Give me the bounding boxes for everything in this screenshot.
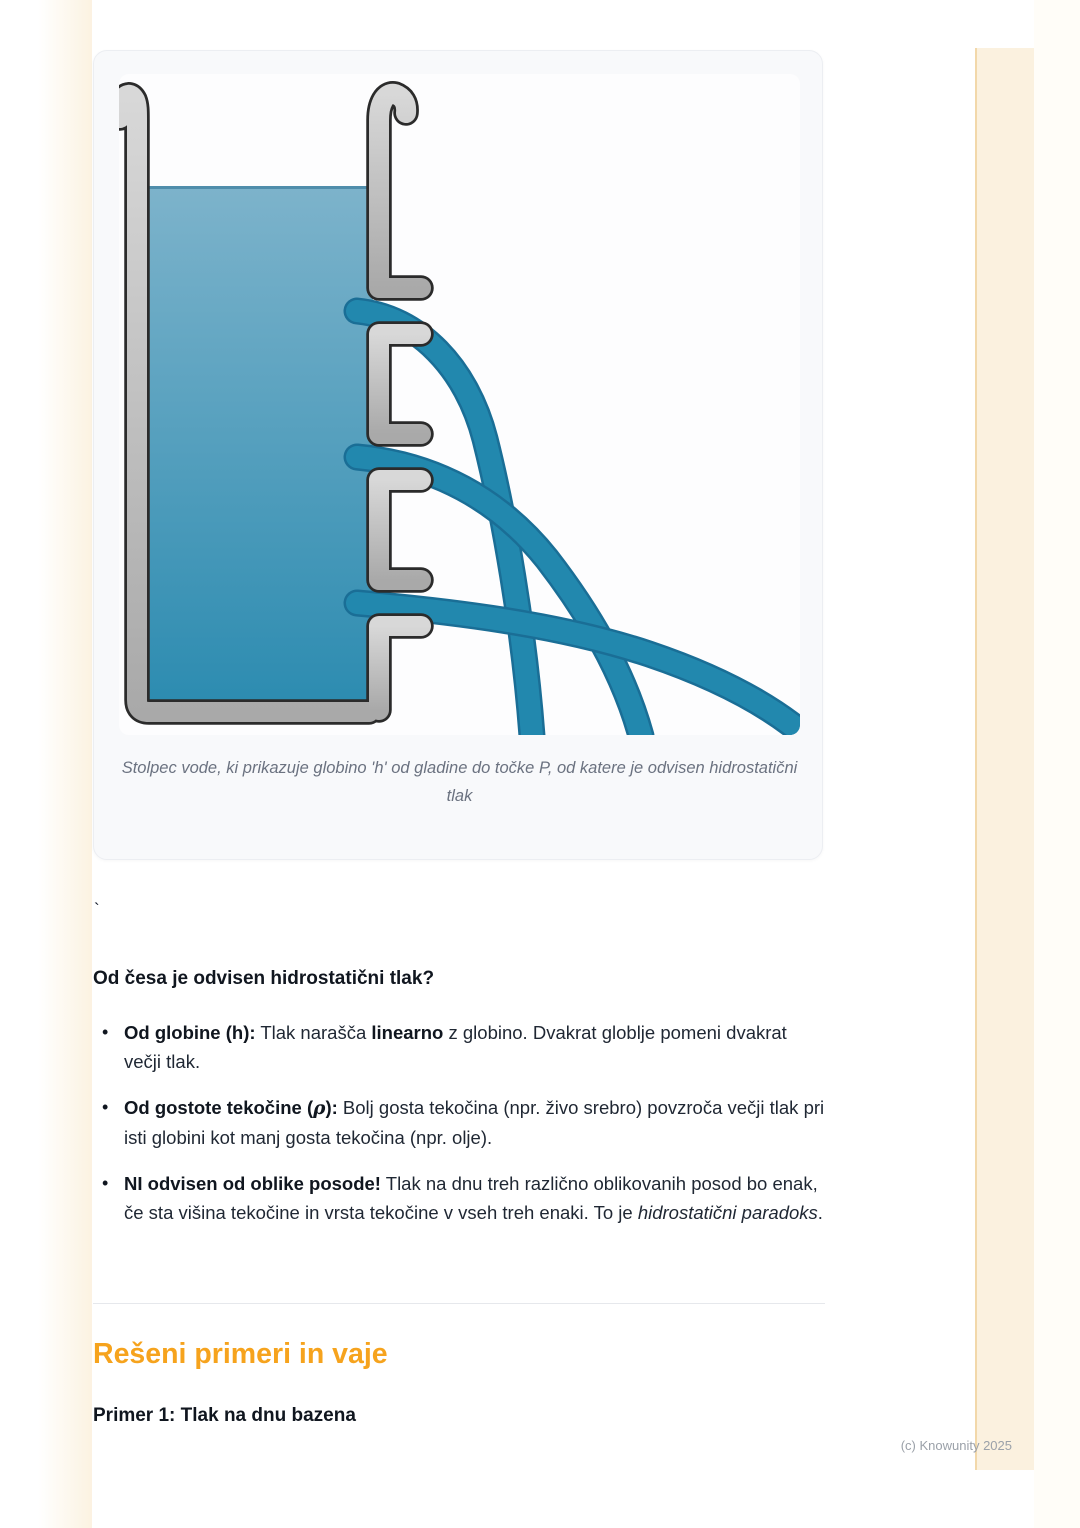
figure-caption: Stolpec vode, ki prikazuje globino 'h' od gladine do točke P, od katere je odvisen hidrostatični tlak [121,759,798,805]
section-heading: Od česa je odvisen hidrostatični tlak? [93,968,435,989]
list-item-text: hidrostatični paradoks [637,1202,818,1223]
water-column-svg [119,74,800,735]
list-item [93,1093,825,1152]
list-item-text: linearno [371,1022,444,1043]
section-divider [93,1303,825,1304]
left-edge-glow [38,0,92,1528]
list-item [93,1018,825,1076]
properties-list [93,1018,825,1227]
rho-symbol: ρ [313,1098,326,1119]
bullet-icon: • [102,1173,109,1193]
list-item-text: Od globine (h): [124,1022,256,1043]
copyright-watermark: (c) Knowunity 2025 [900,1438,1012,1453]
water-body [143,186,373,712]
bullet-icon: • [102,1097,109,1117]
list-item-text: Bolj gosta tekočina (npr. živo srebro) povzroča večji tlak pri isti globini kot manj gosta tekočina (npr. olje). [124,1097,825,1148]
stray-backtick-text: ` [94,900,100,919]
list-item-text: Tlak narašča [255,1022,372,1043]
list-item-text: . [817,1202,823,1223]
section-hydrostatic-pressure [93,968,825,1244]
list-item-text: Od gostote tekočine ( [124,1097,314,1118]
right-decorative-stripe [975,48,1034,1470]
list-item [93,1169,825,1227]
bullet-icon: • [102,1022,109,1042]
figure-card [93,50,823,860]
example1-title: Primer 1: Tlak na dnu bazena [93,1405,356,1426]
water-column-illustration [119,74,800,735]
examples-section-heading: Rešeni primeri in vaje [93,1338,388,1370]
list-item-text: z globino. Dvakrat globlje pomeni dvakrat večji tlak. [124,1022,787,1072]
list-item-text: Tlak na dnu treh različno oblikovanih posod bo enak, če sta višina tekočine in vrsta tekočine v vseh treh enaki. To je [124,1173,818,1223]
right-edge-background [1034,0,1080,1528]
list-item-text: NI odvisen od oblike posode! [124,1173,381,1194]
list-item-text: ): [325,1097,338,1118]
